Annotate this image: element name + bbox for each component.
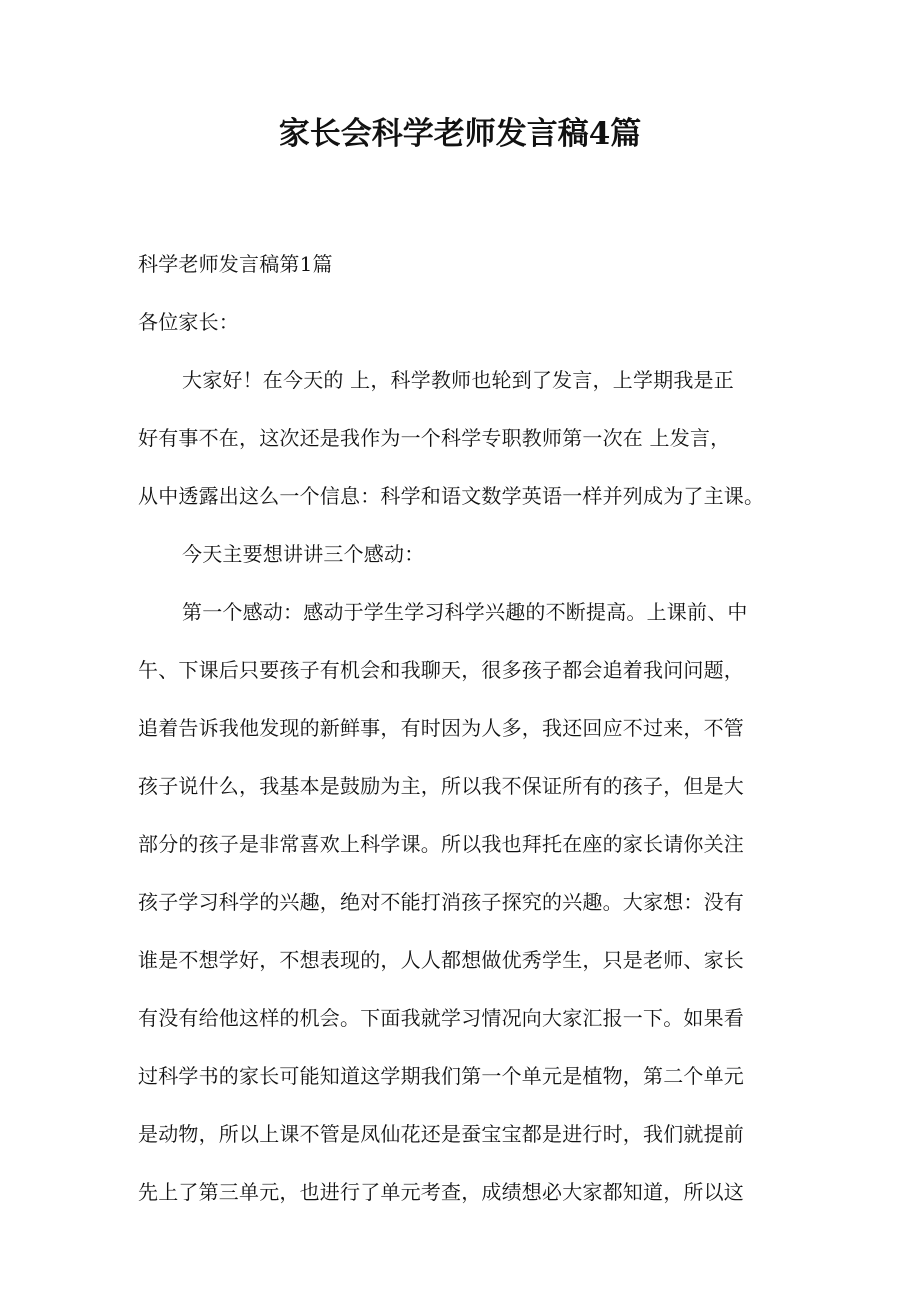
document-title: 家长会科学老师发言稿4篇 <box>278 116 642 152</box>
paragraph-line: 大家好！在今天的 上，科学教师也轮到了发言，上学期我是正 <box>182 368 734 392</box>
paragraph-line: 是动物，所以上课不管是凤仙花还是蚕宝宝都是进行时，我们就提前 <box>138 1122 744 1146</box>
paragraph-line: 先上了第三单元，也进行了单元考查，成绩想必大家都知道，所以这 <box>138 1180 744 1204</box>
paragraph-line: 有没有给他这样的机会。下面我就学习情况向大家汇报一下。如果看 <box>138 1006 744 1030</box>
section-heading: 科学老师发言稿第1篇 <box>138 252 333 276</box>
paragraph-line: 孩子说什么，我基本是鼓励为主，所以我不保证所有的孩子，但是大 <box>138 774 744 798</box>
paragraph-line: 午、下课后只要孩子有机会和我聊天，很多孩子都会追着我问问题， <box>138 658 744 682</box>
paragraph-line: 好有事不在，这次还是我作为一个科学专职教师第一次在 上发言， <box>138 426 731 450</box>
paragraph-line: 孩子学习科学的兴趣，绝对不能打消孩子探究的兴趣。大家想：没有 <box>138 890 744 914</box>
salutation: 各位家长： <box>138 310 239 334</box>
paragraph-line: 第一个感动：感动于学生学习科学兴趣的不断提高。上课前、中 <box>182 600 748 624</box>
paragraph-line: 今天主要想讲讲三个感动： <box>182 542 425 566</box>
paragraph-line: 过科学书的家长可能知道这学期我们第一个单元是植物，第二个单元 <box>138 1064 744 1088</box>
document-body <box>138 245 790 1231</box>
paragraph-line: 谁是不想学好，不想表现的，人人都想做优秀学生，只是老师、家长 <box>138 948 744 972</box>
paragraph-line: 追着告诉我他发现的新鲜事，有时因为人多，我还回应不过来，不管 <box>138 716 744 740</box>
paragraph-line: 从中透露出这么一个信息：科学和语文数学英语一样并列成为了主课。 <box>138 484 765 508</box>
paragraph-line: 部分的孩子是非常喜欢上科学课。所以我也拜托在座的家长请你关注 <box>138 832 744 856</box>
